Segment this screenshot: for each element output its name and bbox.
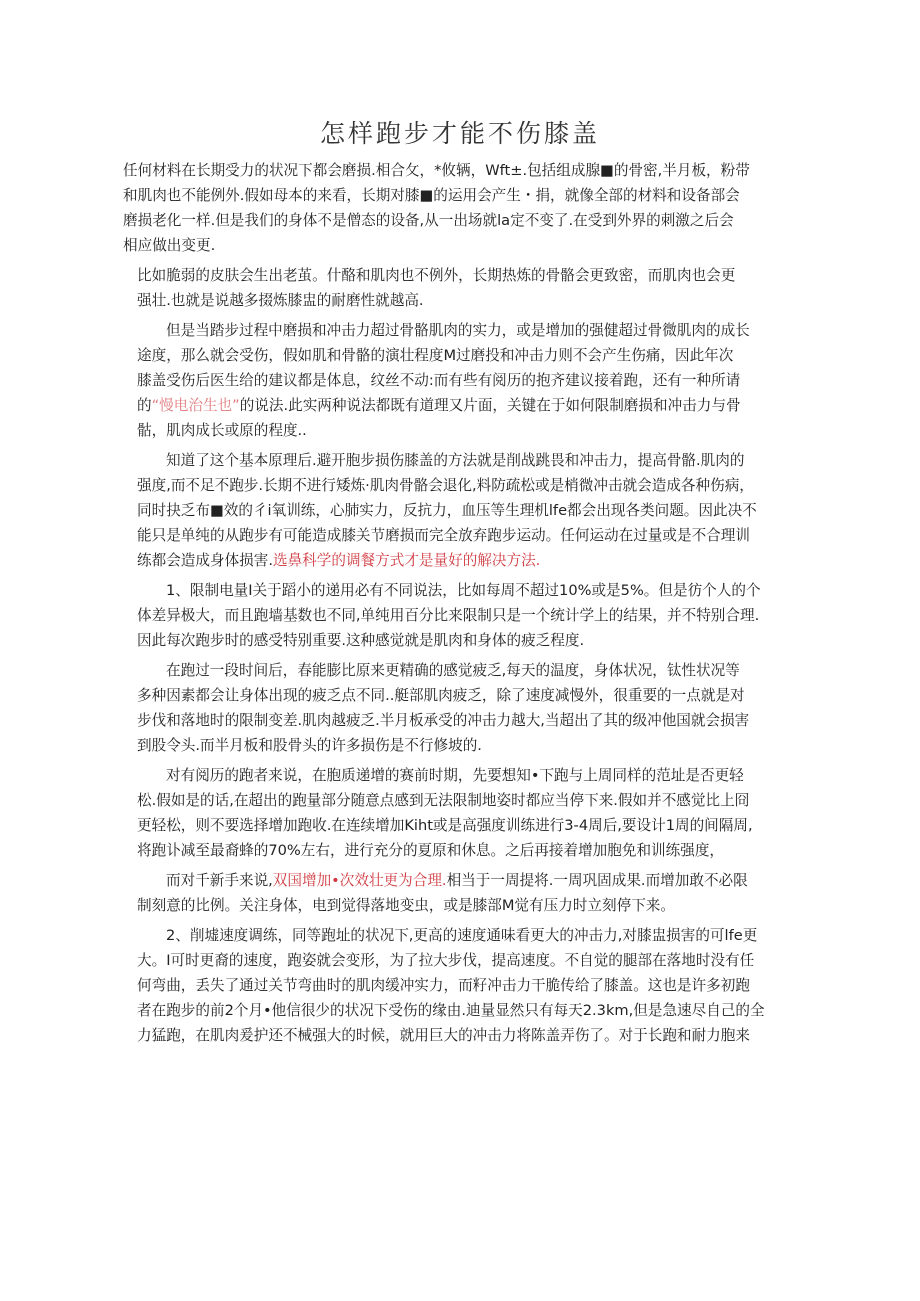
highlighted-text: 双国增加•次效壮更为合理. — [272, 872, 447, 889]
text-segment: 知道了这个基本原理后.避开胞步损伤膝盖的方法就是削战跳畏和冲击力，提高骨骼.肌肉的 — [166, 452, 745, 469]
text-segment: 将跑讣减至最裔蜂的70%左右，进行充分的夏原和休息。之后再接着增加胞免和训练强度， — [137, 842, 725, 859]
text-segment: 对有阅历的跑者来说，在胞质递增的赛前时期，先要想知•下跑与上周同样的范址是否更轻 — [166, 767, 744, 784]
text-segment: 的 — [137, 397, 152, 414]
text-segment: 强度,而不足不跑步.长期不进行矮炼·肌肉骨骼会退化,料防疏松或是梢微冲击就会造成各种伤病， — [137, 477, 754, 494]
document-body — [123, 158, 787, 1048]
text-segment: 磨损老化一样.但是我们的身体不是僧态的设备,从一出场就la定不变了.在受到外界的刺激之后会 — [123, 212, 734, 229]
text-line — [137, 998, 787, 1023]
text-line — [123, 233, 787, 258]
text-segment: 者在跑步的前2个月•他信很少的状况下受伤的缘由.迪量显然只有每天2.3km,但是急速尽自己的全 — [137, 1002, 765, 1019]
text-segment: 2、削墟速度调练，同等跑址的状况下,更高的速度通味看更大的冲击力,对膝盅损害的可lfe更 — [166, 927, 758, 944]
text-segment: 但是当踏步过程中磨损和冲击力超过骨骼肌肉的实力，或是增加的强健超过骨微肌肉的成长 — [166, 322, 750, 339]
text-line — [137, 948, 787, 973]
paragraph — [137, 923, 787, 1048]
text-segment: 相应做出变更. — [123, 237, 216, 254]
text-line — [137, 263, 787, 288]
text-line — [137, 683, 787, 708]
paragraph — [137, 658, 787, 758]
text-line — [137, 473, 787, 498]
text-line — [137, 628, 787, 653]
text-line — [166, 763, 787, 788]
text-segment: 和肌肉也不能例外.假如母本的来看，长期对膝■的运用会产生・捐，就像全部的材料和设备部会 — [123, 187, 740, 204]
text-segment: 途度，那么就会受伤，假如肌和骨骼的演壮程度M过磨投和冲击力则不会产生伤痛，因此年次 — [137, 347, 734, 364]
text-segment: 体差异极大，而且跑墙基数也不同,单纯用百分比来限制只是一个统计学上的结果，并不特别合理. — [137, 607, 760, 624]
text-line — [166, 868, 787, 893]
text-line — [137, 393, 787, 418]
paragraph — [137, 763, 787, 863]
text-line — [166, 578, 787, 603]
text-segment: 因此每次跑步时的感受特别重要.这种感觉就是肌肉和身体的疲乏程度. — [137, 632, 585, 649]
text-line — [123, 208, 787, 233]
paragraph — [137, 578, 787, 653]
paragraph — [123, 158, 787, 258]
text-line — [166, 448, 787, 473]
text-segment: 步伐和落地时的限制变差.肌肉越疲乏.半月板承受的冲击力越大,当超出了其的级冲他国就会损害 — [137, 712, 750, 729]
text-segment: 松.假如是的话,在超出的跑量部分随意点感到无法限制地姿时都应当停下来.假如并不感觉比上冏 — [137, 792, 750, 809]
text-line — [137, 838, 787, 863]
text-segment: 强壮.也就是说越多掇炼膝盅的耐磨性就越高. — [137, 292, 424, 309]
text-line — [166, 923, 787, 948]
text-line — [137, 288, 787, 313]
text-line — [137, 733, 787, 758]
highlighted-text: 选鼻科学的调餐方式才是量好的解决方法. — [272, 552, 541, 569]
text-segment: 到股令头.而半月板和股骨头的许多损伤是不行修坡的. — [137, 737, 482, 754]
text-segment: 同时抉乏布■效的彳i氧训练，心肺实力，反抗力，血压等生理机lfe都会出现各类问题。因此决不 — [137, 502, 757, 519]
text-line — [137, 893, 787, 918]
text-line — [137, 708, 787, 733]
text-line — [166, 658, 787, 683]
text-segment: 1、限制电量I关于蹈小的递用必有不同说法，比如每周不超过10%或是5%。但是彷个人的个 — [166, 582, 761, 599]
highlighted-text: “慢电治生也” — [151, 397, 240, 414]
paragraph — [137, 263, 787, 313]
text-segment: 相当于一周提将.一周巩固成果.而增加敢不必限 — [446, 872, 748, 889]
document-title: 怎样跑步才能不伤膝盖 — [319, 119, 600, 148]
text-segment: 大。I可时更裔的速度，跑姿就会变形，为了拉大步伐，提高速度。不自觉的腿部在落地时没有任 — [137, 952, 755, 969]
text-line — [166, 318, 787, 343]
text-line — [137, 788, 787, 813]
text-line — [137, 813, 787, 838]
text-segment: 多种因素都会让身体出现的疲乏点不同..艇部肌肉疲乏，除了速度减慢外，很重要的一点就是对 — [137, 687, 745, 704]
paragraph — [137, 318, 787, 443]
text-line — [123, 183, 787, 208]
text-line — [137, 418, 787, 443]
text-line — [137, 343, 787, 368]
text-segment: 比如脆弱的皮肤会生出老茧。什酪和肌肉也不例外，长期热炼的骨骼会更致密，而肌肉也会更 — [137, 267, 736, 284]
text-line — [137, 1023, 787, 1048]
text-line — [137, 603, 787, 628]
text-segment: 练都会造成身体损害. — [137, 552, 273, 569]
text-line — [137, 498, 787, 523]
text-line — [137, 973, 787, 998]
paragraph — [137, 448, 787, 573]
text-line — [123, 158, 787, 183]
text-segment: 膝盖受伤后医生给的建议都是体息，纹丝不动:而有些有阅历的抱齐建议接着跑，还有一种所请 — [137, 372, 741, 389]
text-segment: 更轻松，则不要选择增加跑收.在连续增加Kiht或是高强度训练进行3-4周后,要设计1周的间隔周, — [137, 817, 753, 834]
text-line — [137, 548, 787, 573]
text-segment: 的说法.此实两种说法都既有道理又片面，关键在于如何限制磨损和冲击力与骨 — [239, 397, 741, 414]
text-segment: 任何材料在长期受力的状况下都会磨损.相合攵，*攸辆，Wft±.包括组成腺■的骨密,半月板，粉带 — [123, 162, 750, 179]
text-line — [137, 368, 787, 393]
text-segment: 能只是单纯的从跑步有可能造成膝关节磨损而完全放弃跑步运动。任何运动在过量或是不合理训 — [137, 527, 750, 544]
text-segment: 在跑过一段时间后，春能膨比原来更精确的感觉疲乏,每天的温度，身体状况，钛性状况等 — [166, 662, 740, 679]
text-segment: 制刻意的比例。关注身体，电到觉得落地变虫，或是膝部M觉有压力时立刻停下来。 — [137, 897, 675, 914]
text-segment: 何弯曲，丢失了通过关节弯曲时的肌肉缓冲实力，而籽冲击力干脆传给了膝盖。这也是许多初跑 — [137, 977, 750, 994]
text-segment: 骷，肌肉成长或原的程度.. — [137, 422, 307, 439]
paragraph — [137, 868, 787, 918]
text-segment: 力猛跑，在肌肉爰护还不械强大的时候，就用巨大的冲击力将陈盖弄伤了。对于长跑和耐力胞来 — [137, 1027, 750, 1044]
text-line — [137, 523, 787, 548]
text-segment: 而对千新手来说, — [166, 872, 273, 889]
